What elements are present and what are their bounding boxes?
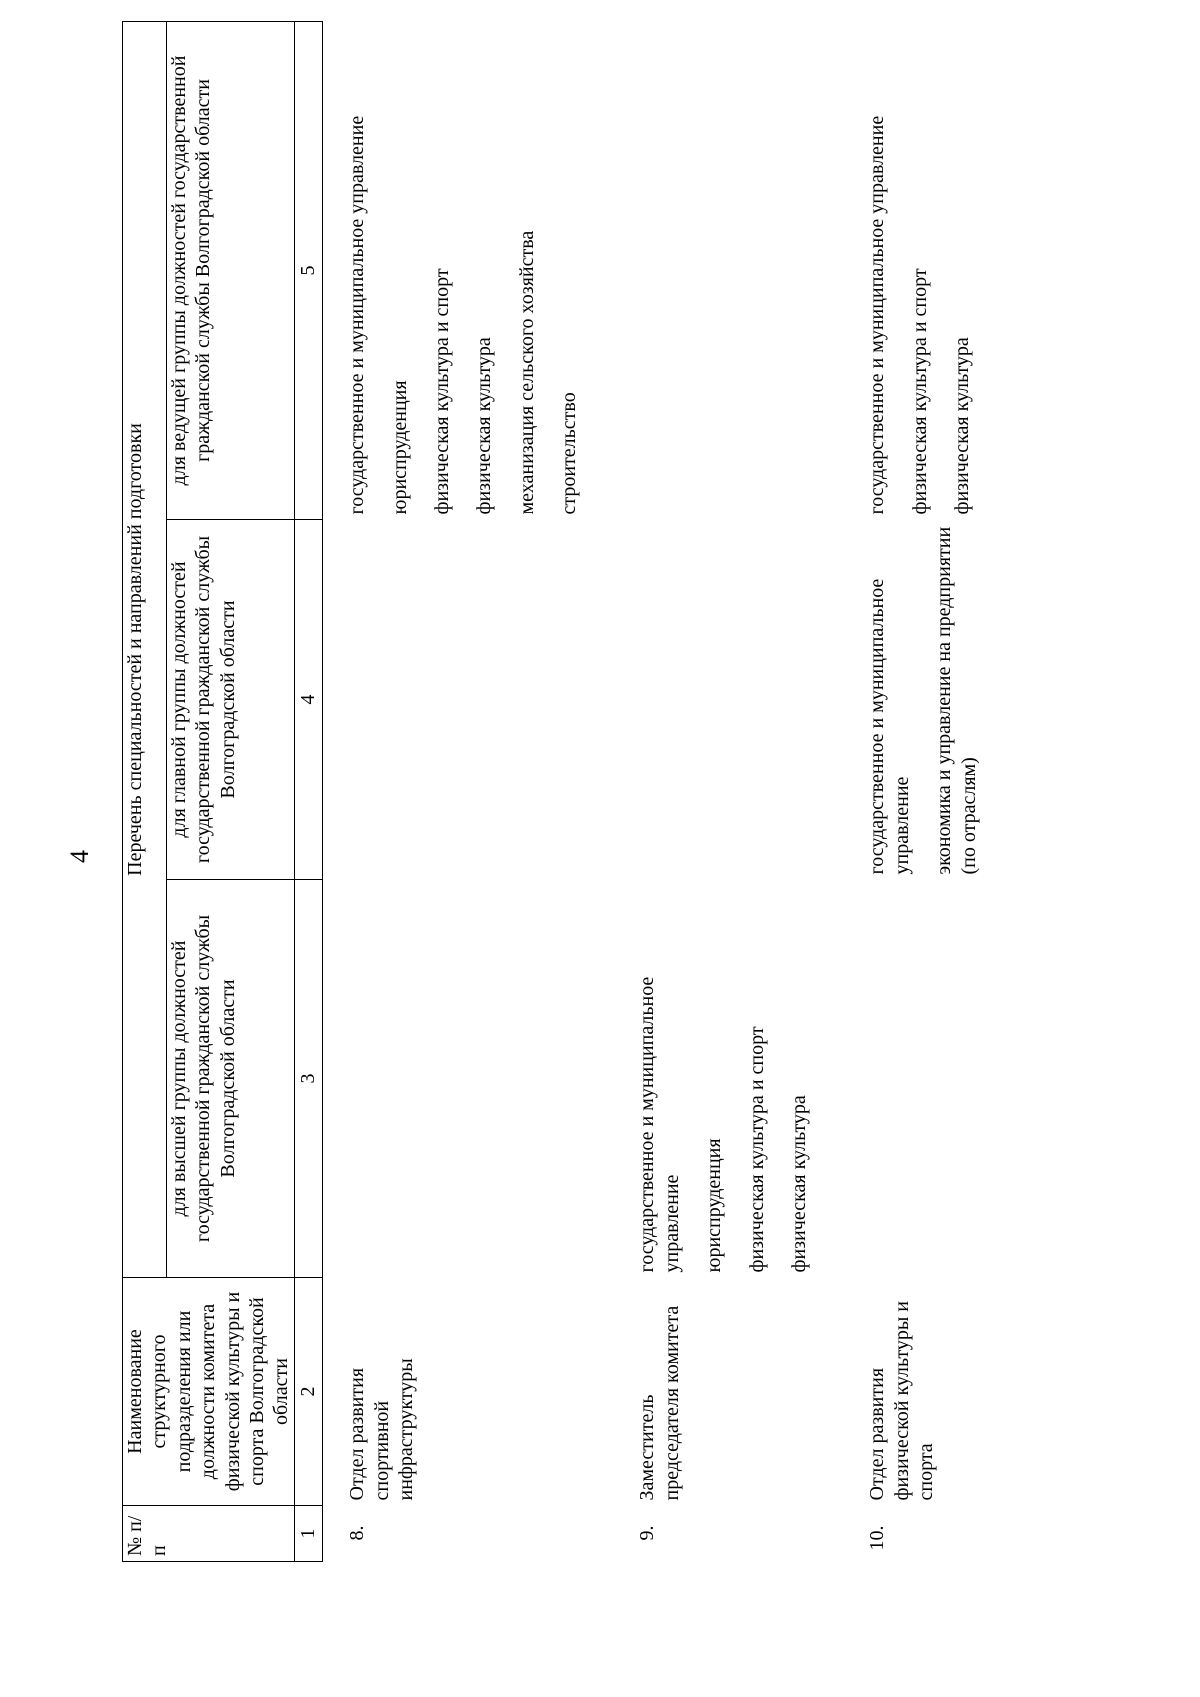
row-specialties-col3 — [323, 880, 614, 1278]
row-specialties-col5 — [613, 21, 843, 519]
specialty-item: физическая культура — [473, 337, 496, 515]
column-number-1: 1 — [294, 1506, 322, 1562]
header-number-column: № п/п — [123, 1506, 295, 1562]
row-specialties-col4 — [613, 520, 843, 880]
row-specialties-col3 — [843, 880, 1013, 1278]
row-number: 8. — [346, 1525, 369, 1541]
column-number-5: 5 — [294, 21, 322, 519]
specialty-item: физическая культура и спорт — [745, 1026, 768, 1273]
row-specialties-col5 — [323, 21, 614, 519]
row-specialties-col3 — [613, 880, 843, 1278]
column-number-3: 3 — [294, 880, 322, 1278]
specialty-item: экономика и управление на предприятии (по отраслям) — [933, 526, 980, 875]
specialty-item: строительство — [558, 392, 581, 515]
row-specialties-col4 — [843, 520, 1013, 880]
specialty-item: государственное и муниципальное управление — [346, 115, 369, 515]
table-row — [613, 21, 843, 1561]
specialty-item: механизация сельского хозяйства — [515, 230, 538, 515]
header-leading-group: для ведущей группы должностей государственной гражданской службы Волгоградской области — [166, 21, 294, 519]
specialty-item: физическая культура и спорт — [430, 268, 453, 515]
specialty-item: государственное и муниципальное управление — [636, 976, 683, 1273]
row-unit-name: Отдел развития спортивной инфраструктуры — [346, 1358, 417, 1501]
specialty-item: физическая культура — [951, 337, 974, 515]
column-number-2: 2 — [294, 1278, 322, 1506]
specialty-item: государственное и муниципальное управление — [866, 115, 889, 515]
specialty-item: государственное и муниципальное управление — [866, 578, 913, 875]
row-specialties-col5 — [843, 21, 1013, 519]
row-unit-name: Заместитель председателя комитета — [636, 1305, 683, 1501]
specialties-table-container — [122, 22, 1013, 1562]
row-specialties-col4 — [323, 520, 614, 880]
specialty-item: физическая культура — [788, 1095, 811, 1273]
table-body — [323, 21, 1013, 1561]
page-number: 4 — [65, 850, 94, 863]
table-row — [843, 21, 1013, 1561]
table-header — [123, 21, 323, 1561]
row-number: 10. — [866, 1525, 889, 1551]
header-name-column: Наименование структурного подразделения или должности комитета физической культуры и спорта Волгоградской области — [123, 1278, 295, 1506]
column-number-4: 4 — [294, 520, 322, 880]
header-main-group: для главной группы должностей государственной гражданской службы Волгоградской области — [166, 520, 294, 880]
header-highest-group: для высшей группы должностей государственной гражданской службы Волгоградской области — [166, 880, 294, 1278]
row-unit-name: Отдел развития физической культуры и спорта — [866, 1301, 938, 1501]
specialty-item: физическая культура и спорт — [908, 268, 931, 515]
specialty-item: юриспруденция — [703, 1138, 726, 1273]
specialty-item: юриспруденция — [388, 380, 411, 515]
row-number: 9. — [636, 1525, 659, 1541]
header-group-title: Перечень специальностей и направлений подготовки — [123, 21, 167, 1277]
specialties-table — [122, 21, 1013, 1562]
table-row — [323, 21, 614, 1561]
